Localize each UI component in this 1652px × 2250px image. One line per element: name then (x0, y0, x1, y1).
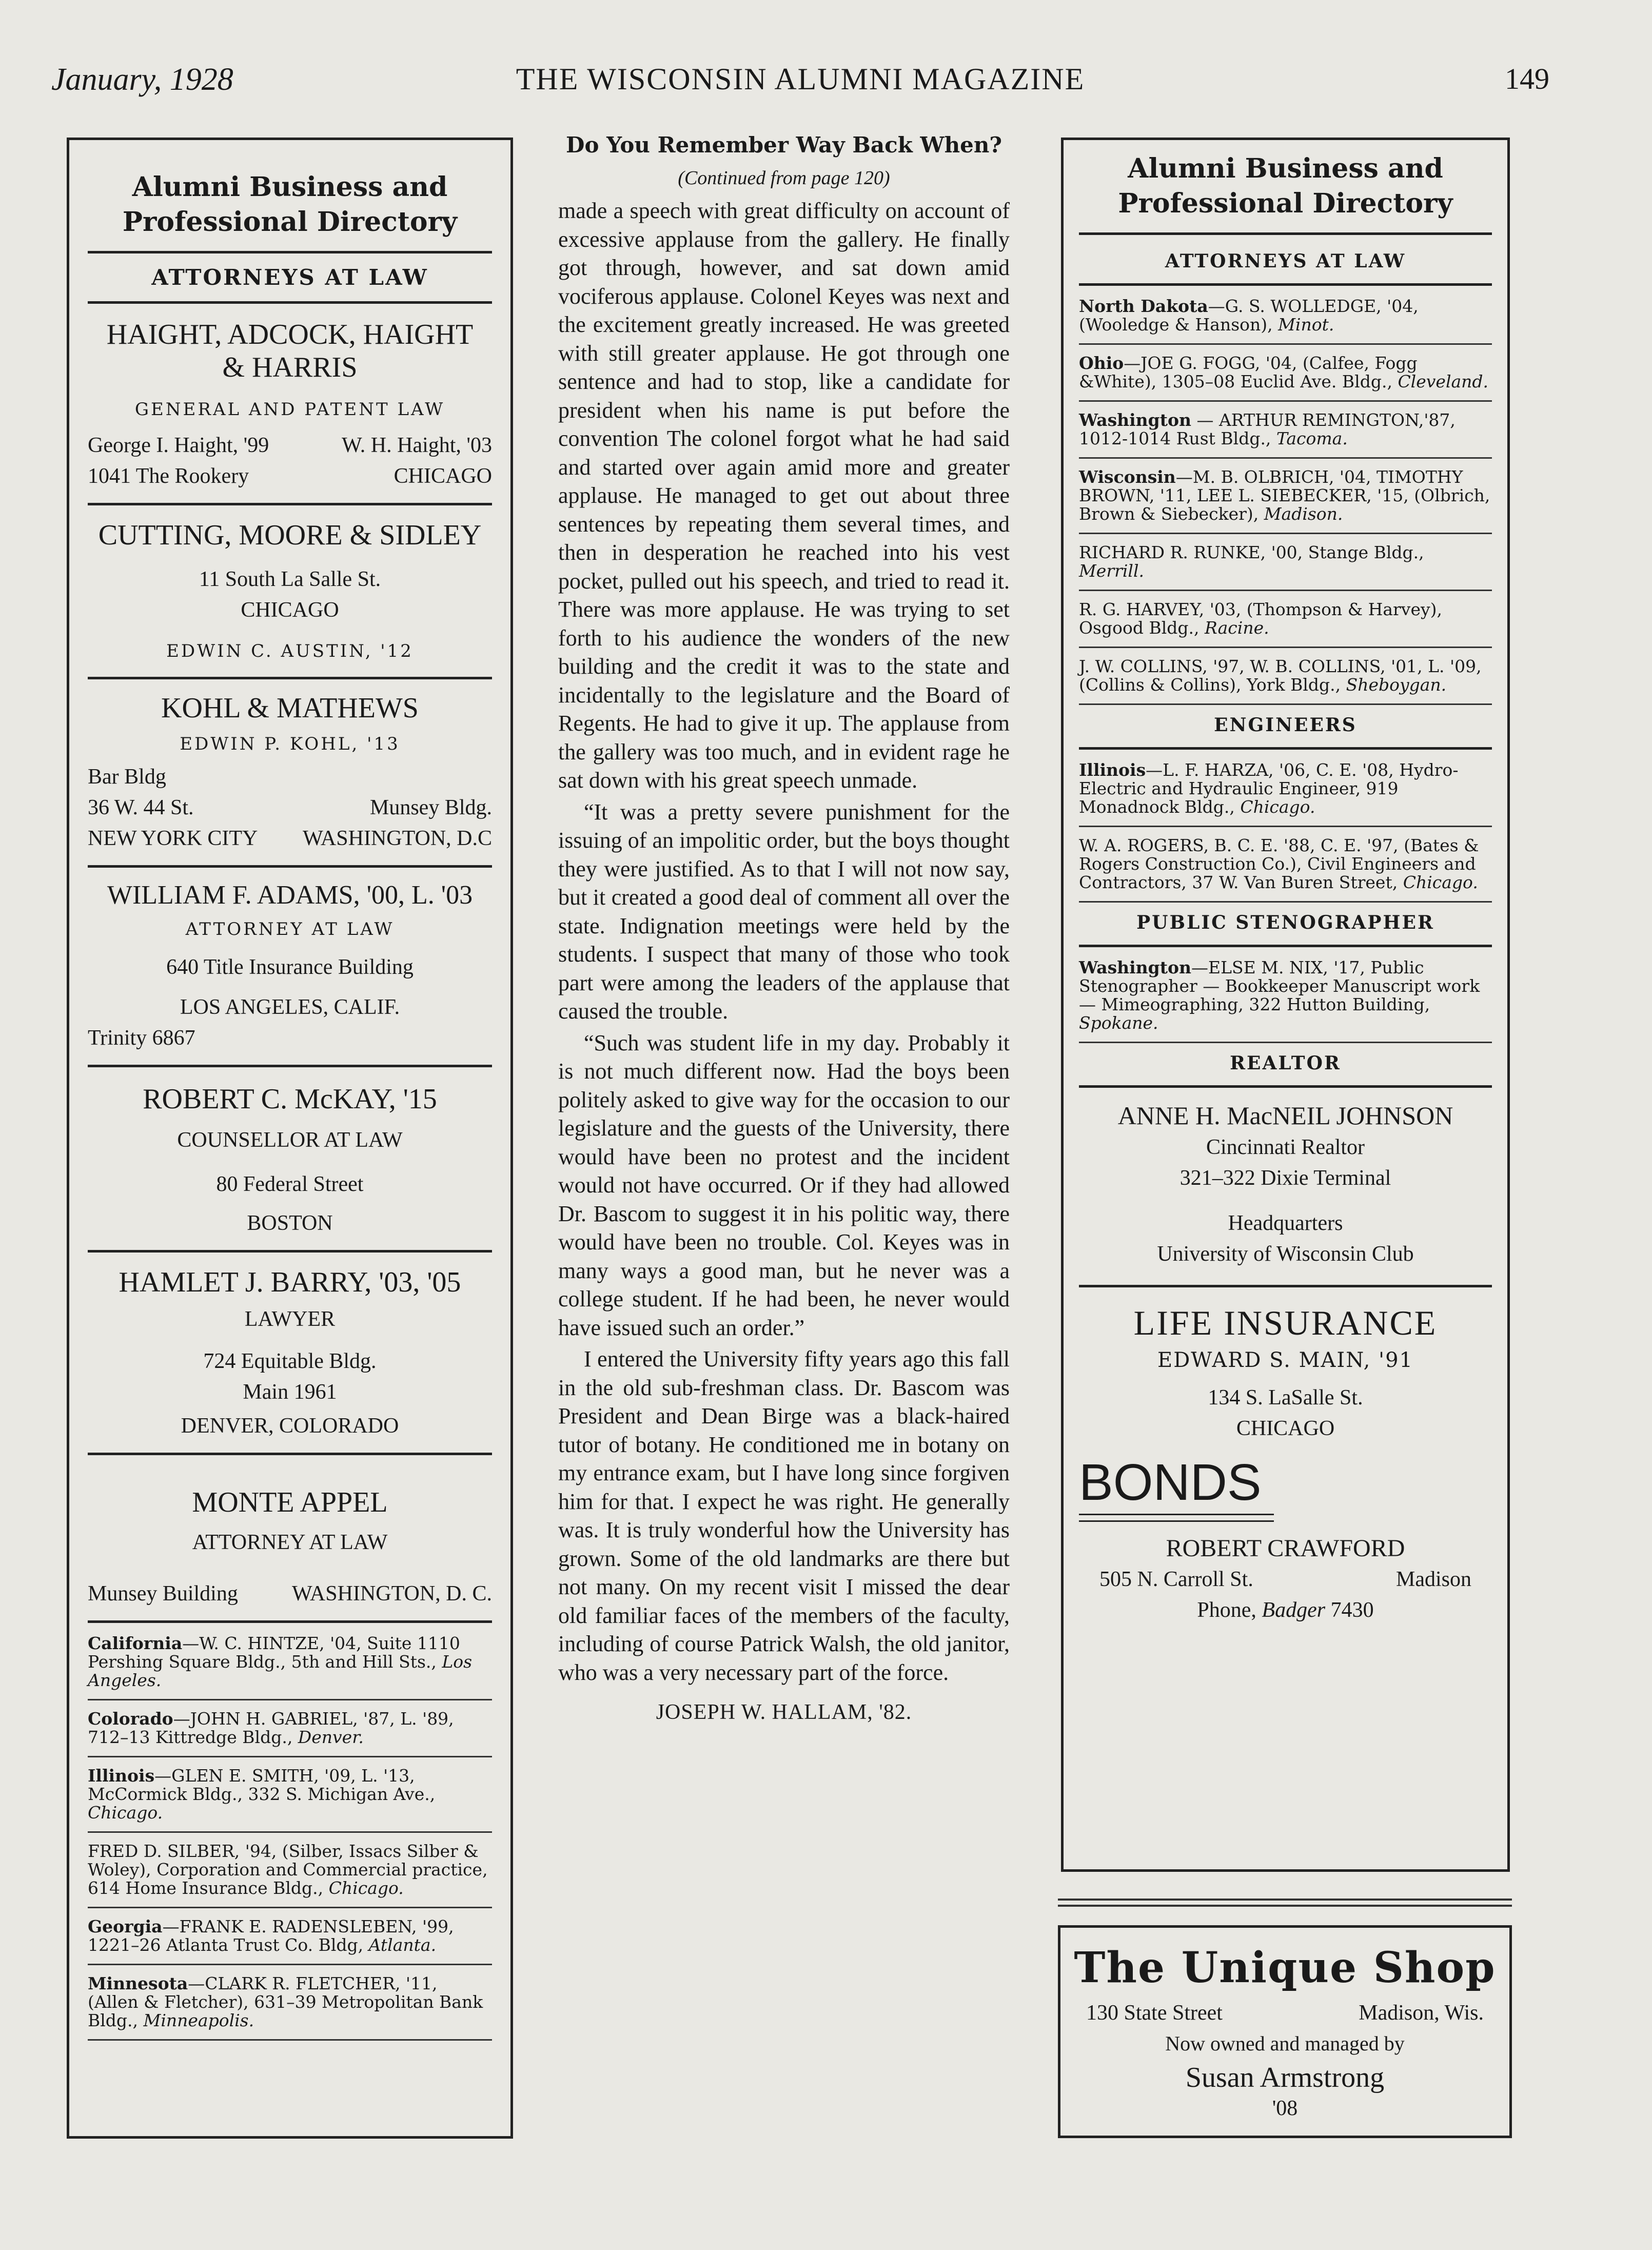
directory-entry: RICHARD R. RUNKE, '00, Stange Bldg., Merrill. (1079, 542, 1424, 581)
directory-entry: North Dakota—G. S. WOLLEDGE, '04, (Wooledge & Hanson), Minot. (1079, 296, 1419, 335)
section-heading: ATTORNEYS AT LAW (1165, 250, 1406, 272)
directory-entry: Ohio—JOE G. FOGG, '04, (Calfee, Fogg &White), 1305–08 Euclid Ave. Bldg., Cleveland. (1079, 353, 1489, 392)
page-header (51, 62, 1549, 108)
divider (1079, 747, 1492, 750)
divider (88, 1065, 492, 1067)
article-paragraph: I entered the University fifty years ago this fall in the old sub-freshman class. Dr. Bascom was President and Dean Birge was a black-haired tutor of botany. He conditioned me in botany on my entrance exam, but I have long since forgiven him for that. I expect he was right. He generally was. It is truly wonderful how the University has grown. Some of the old landmarks are there but not many. On my recent visit I missed the dear old familiar faces of the members of the faculty, including of course Patrick Walsh, the old janitor, who was a very necessary part of the force. (558, 1346, 1010, 1685)
divider (88, 1699, 492, 1700)
listing-appel: MONTE APPEL ATTORNEY AT LAW Munsey Building WASHINGTON, D. C. (88, 1486, 492, 1606)
directory-entry: W. A. ROGERS, B. C. E. '88, C. E. '97, (Bates & Rogers Construction Co.), Civil Engineers and Contractors, 37 W. Van Buren Street, Chicago. (1079, 835, 1479, 892)
divider (1079, 400, 1492, 402)
divider (1079, 457, 1492, 459)
divider (88, 1756, 492, 1757)
page-number: 149 (1505, 62, 1549, 95)
divider (1079, 533, 1492, 534)
listing-haight: HAIGHT, ADCOCK, HAIGHT & HARRIS GENERAL AND PATENT LAW George I. Haight, '99 W. H. Haight, '03 1041 The Rookery CHICAGO (88, 319, 492, 488)
divider (1079, 703, 1492, 705)
divider (1079, 647, 1492, 648)
bonds-phone: Phone, Badger 7430 (1197, 1598, 1374, 1622)
divider (88, 301, 492, 304)
divider (88, 1964, 492, 1965)
section-heading: REALTOR (1230, 1052, 1341, 1074)
listing-life-insurance: LIFE INSURANCE EDWARD S. MAIN, '91 134 S. LaSalle St. CHICAGO (1133, 1303, 1438, 1440)
directory-entry: Washington—ELSE M. NIX, '17, Public Stenographer — Bookkeeper Manuscript work — Mimeographing, 322 Hutton Building, Spokane. (1079, 957, 1480, 1033)
directory-entry: Illinois—L. F. HARZA, '06, C. E. '08, Hydro-Electric and Hydraulic Engineer, 919 Monadnock Bldg., Chicago. (1079, 760, 1459, 817)
directory-entry: Georgia—FRANK E. RADENSLEBEN, '99, 1221–26 Atlanta Trust Co. Bldg, Atlanta. (88, 1916, 454, 1955)
directory-entry: Minnesota—CLARK R. FLETCHER, '11, (Allen & Fletcher), 631–39 Metropolitan Bank Bldg., Minneapolis. (88, 1973, 483, 2030)
divider (1079, 826, 1492, 827)
directory-entry: Washington — ARTHUR REMINGTON,'87, 1012-1014 Rust Bldg., Tacoma. (1079, 410, 1456, 448)
unique-shop-ad: The Unique Shop 130 State Street Madison, Wis. Now owned and managed by Susan Armstrong '08 (1058, 1925, 1512, 2138)
divider (88, 865, 492, 868)
listing-adams: WILLIAM F. ADAMS, '00, L. '03 ATTORNEY AT LAW 640 Title Insurance Building LOS ANGELES, CALIF. Trinity 6867 (88, 881, 473, 1050)
divider (88, 1620, 492, 1623)
engineer-entries (1079, 761, 1492, 903)
attorney-entries (88, 1634, 492, 2041)
continued-note: (Continued from page 120) (678, 167, 890, 189)
listing-bonds: BONDS ROBERT CRAWFORD 505 N. Carroll St. Madison Phone, Badger 7430 (1079, 1454, 1492, 1626)
divider (1058, 1905, 1512, 1907)
directory-title: Alumni Business and Professional Directory (122, 171, 458, 238)
divider (88, 1250, 492, 1253)
right-directory (1061, 138, 1510, 1872)
divider (1079, 945, 1492, 947)
divider (1079, 1042, 1492, 1043)
divider (88, 1831, 492, 1833)
directory-entry: FRED D. SILBER, '94, (Silber, Issacs Silber & Woley), Corporation and Commercial practice, 614 Home Insurance Bldg., Chicago. (88, 1841, 488, 1898)
listing-barry: HAMLET J. BARRY, '03, '05 LAWYER 724 Equitable Bldg. Main 1961 DENVER, COLORADO (119, 1266, 461, 1438)
directory-entry: R. G. HARVEY, '03, (Thompson & Harvey), Osgood Bldg., Racine. (1079, 599, 1442, 638)
divider (88, 251, 492, 253)
article-paragraph: made a speech with great difficulty on account of excessive applause from the gallery. He finally got through, however, and sat down amid vociferous applause. Colonel Keyes was next and the excitement greatly increased. He was greeted with still greater applause. He got through one sentence and had to stop, like a candidate for president when his name is put before the convention The colonel forgot what he had said and started over again amid more and greater applause. He managed to get out about three sentences by repeating them several times, and then in desperation he reached into his vest pocket, pulled out his speech, and tried to read it. There was more applause. He was trying to set forth to his audience the wonders of the new building and the credit it was to the state and incidentally to the legislature and the Board of Regents. He had to give it up. The applause from the gallery was too much, and in evident rage he sat down with his great speech unmade. (558, 198, 1010, 793)
article-title: Do You Remember Way Back When? (566, 132, 1002, 158)
listing-realtor: ANNE H. MacNEIL JOHNSON Cincinnati Realtor 321–322 Dixie Terminal Headquarters University of Wisconsin Club (1117, 1101, 1453, 1266)
divider (88, 2039, 492, 2041)
listing-kohl: KOHL & MATHEWS EDWIN P. KOHL, '13 Bar Bldg 36 W. 44 St. Munsey Bldg. NEW YORK CITY WASHINGTON, D.C (88, 692, 492, 850)
directory-entry: Wisconsin—M. B. OLBRICH, '04, TIMOTHY BROWN, '11, LEE L. SIEBECKER, '15, (Olbrich, Brown & Siebecker), Madison. (1079, 467, 1490, 524)
stenographer-entry (1079, 958, 1492, 1043)
issue-date: January, 1928 (51, 62, 233, 97)
divider (88, 1453, 492, 1455)
attorney-entries (1079, 297, 1492, 705)
divider (1079, 1085, 1492, 1088)
directory-entry: Colorado—JOHN H. GABRIEL, '87, L. '89, 712–13 Kittredge Bldg., Denver. (88, 1709, 454, 1747)
directory-entry: California—W. C. HINTZE, '04, Suite 1110 Pershing Square Bldg., 5th and Hill Sts., Los Angeles. (88, 1633, 473, 1690)
divider (1079, 343, 1492, 345)
left-directory (67, 138, 513, 2139)
divider (88, 1907, 492, 1908)
directory-entry: J. W. COLLINS, '97, W. B. COLLINS, '01, L. '09, (Collins & Collins), York Bldg., Sheboygan. (1079, 656, 1482, 695)
shop-name: The Unique Shop (1074, 1943, 1496, 1992)
section-heading: ENGINEERS (1214, 714, 1357, 736)
divider (1079, 1285, 1492, 1287)
divider (1079, 283, 1492, 286)
article-paragraph: “It was a pretty severe punishment for the issuing of an impolitic order, but the boys thought they were justified. As to that I will not now say, but it created a good deal of comment all over the state. Indignation meetings were held by the students. I suspect that many of those who took part were among the leaders of the applause that caused the trouble. (558, 799, 1010, 1024)
section-heading: ATTORNEYS AT LAW (151, 265, 428, 290)
listing-mckay: ROBERT C. McKAY, '15 COUNSELLOR AT LAW 80 Federal Street BOSTON (143, 1083, 437, 1235)
author-signature: JOSEPH W. HALLAM, '82. (656, 1700, 912, 1724)
directory-entry: Illinois—GLEN E. SMITH, '09, L. '13, McCormick Bldg., 332 S. Michigan Ave., Chicago. (88, 1766, 436, 1823)
article (558, 128, 1010, 1725)
section-heading: PUBLIC STENOGRAPHER (1136, 912, 1434, 933)
directory-title: Alumni Business and Professional Directory (1118, 153, 1453, 219)
divider (1079, 901, 1492, 903)
article-paragraph: “Such was student life in my day. Probably it is not much different now. Had the boys been politely asked to give way for the occasion to our legislature and the guests of the University, there would have been no protest and the incident would not have occurred. Or if they had allowed Dr. Bascom to suggest it in his politic way, there would have been no trouble. Col. Keyes was in many ways a good man, but he never was a college student. If he had been, he never would have issued such an order.” (558, 1030, 1010, 1340)
divider (88, 677, 492, 679)
divider (1079, 590, 1492, 591)
listing-cutting: CUTTING, MOORE & SIDLEY 11 South La Salle St. CHICAGO EDWIN C. AUSTIN, '12 (98, 519, 482, 661)
divider (88, 503, 492, 505)
double-rule (1079, 1514, 1274, 1522)
divider (1079, 232, 1492, 235)
magazine-title: THE WISCONSIN ALUMNI MAGAZINE (516, 62, 1085, 96)
divider (1058, 1899, 1512, 1901)
